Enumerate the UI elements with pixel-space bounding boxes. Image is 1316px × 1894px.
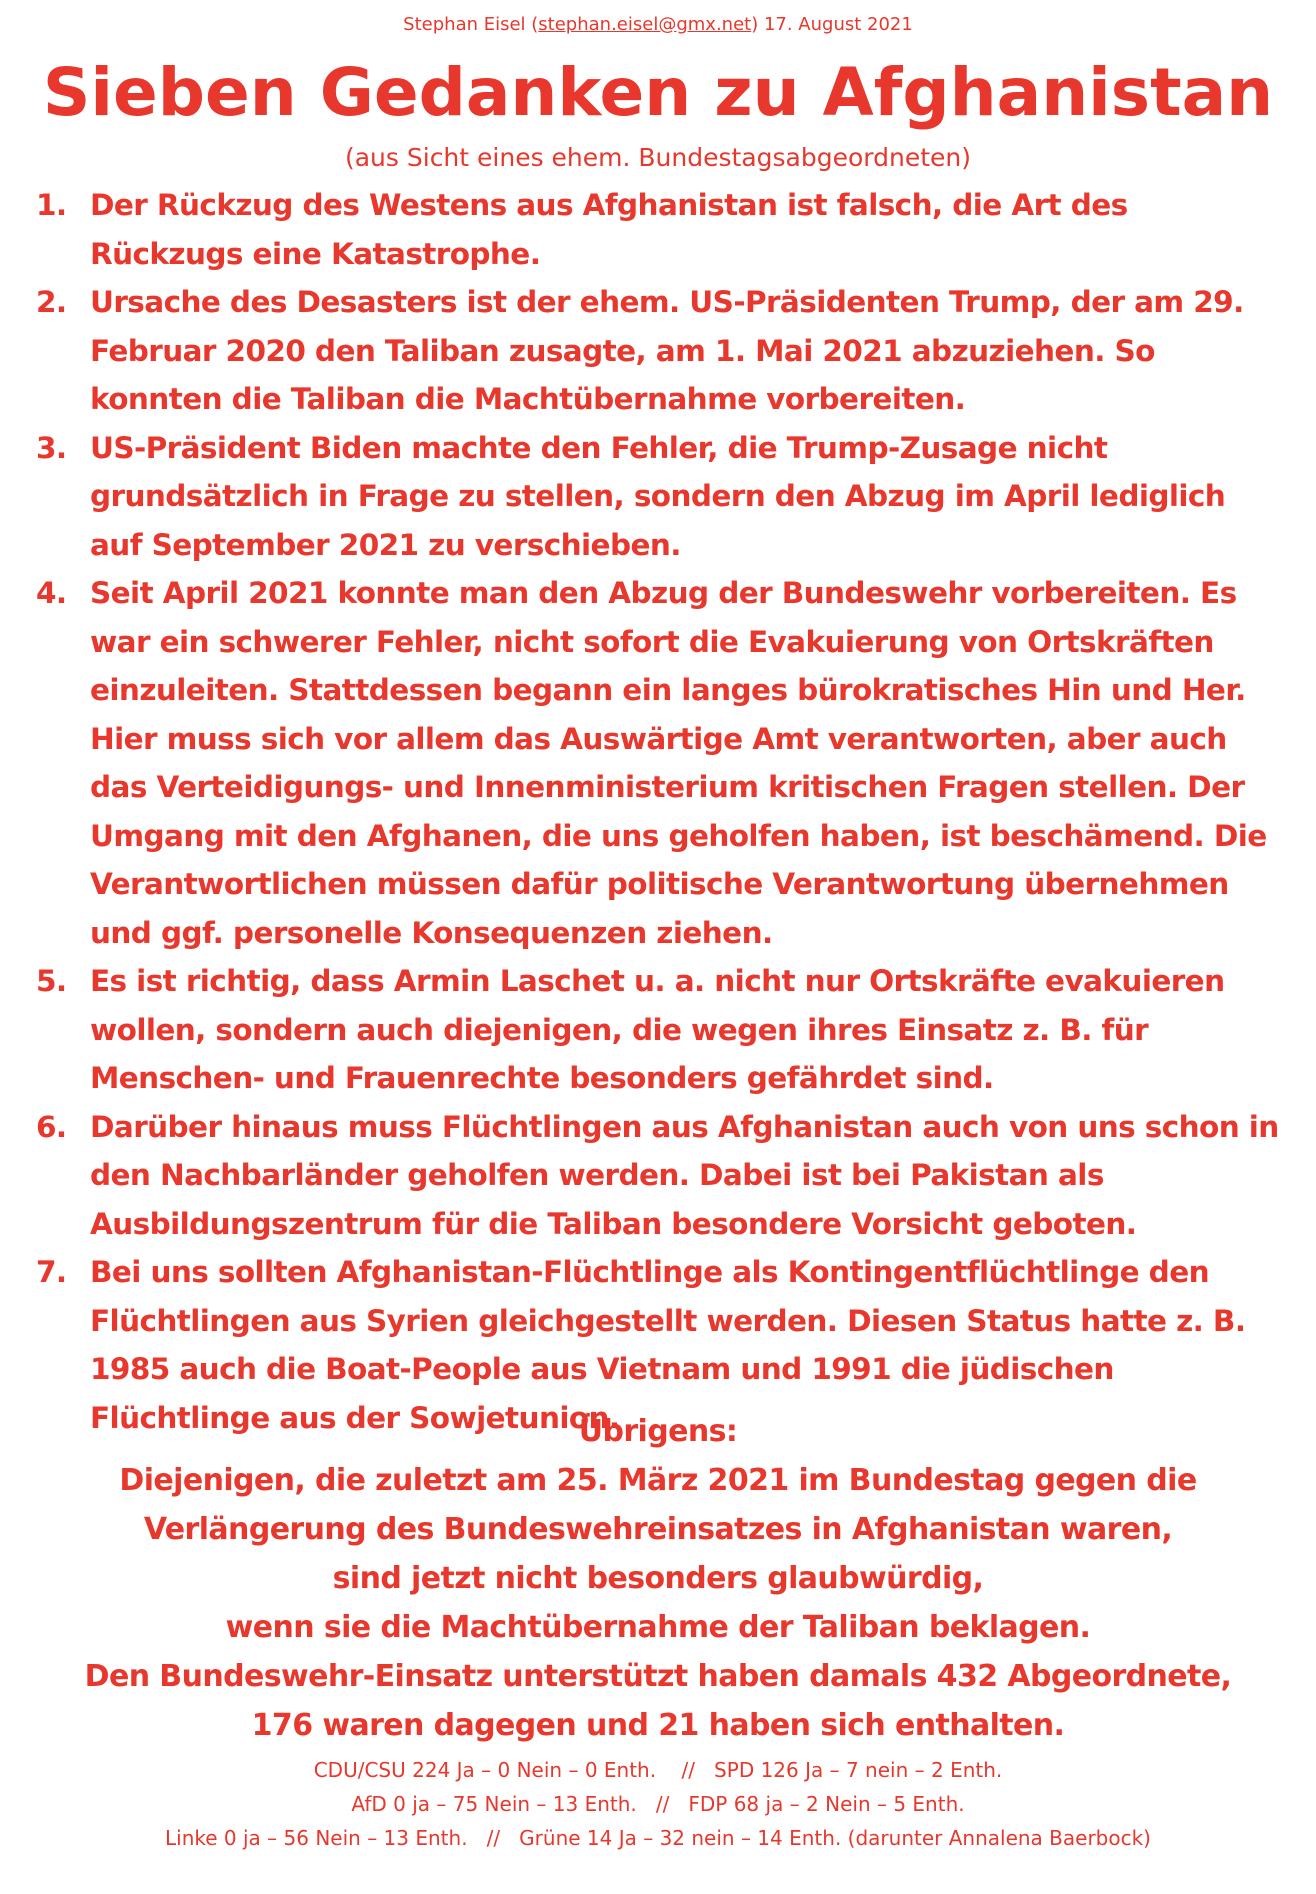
closing-line: wenn sie die Machtübernahme der Taliban beklagen.	[225, 1610, 1091, 1645]
thought-item-2	[36, 278, 1282, 424]
thought-item-4	[36, 569, 1282, 957]
vote-line: AfD 0 ja – 75 Nein – 13 Enth. // FDP 68 ja – 2 Nein – 5 Enth.	[351, 1792, 965, 1816]
thought-number: 6.	[36, 1109, 67, 1144]
thought-item-3	[36, 424, 1282, 570]
document-date: ) 17. August 2021	[751, 14, 913, 35]
thought-number: 4.	[36, 576, 67, 610]
author-date-line	[0, 14, 1316, 36]
thought-text: Der Rückzug des Westens aus Afghanistan ist falsch, die Art des Rückzugs eine Katastrophe.	[90, 188, 1128, 271]
thought-text: Darüber hinaus muss Flüchtlingen aus Afghanistan auch von uns schon in den Nachbarländer geholfen werden. Dabei ist bei Pakistan als Ausbildungszentrum für die Taliban besondere Vorsicht geboten.	[90, 1109, 1279, 1241]
vote-line: Linke 0 ja – 56 Nein – 13 Enth. // Grüne 14 Ja – 32 nein – 14 Enth. (darunter Annalena Baerbock)	[165, 1826, 1151, 1850]
vote-line: CDU/CSU 224 Ja – 0 Nein – 0 Enth. // SPD 126 Ja – 7 nein – 2 Enth.	[313, 1758, 1003, 1782]
thought-number: 1.	[36, 188, 67, 222]
closing-statement	[0, 1456, 1316, 1750]
thoughts-list	[36, 181, 1282, 1442]
thought-text: Ursache des Desasters ist der ehem. US-Präsidenten Trump, der am 29. Februar 2020 den Taliban zusagte, am 1. Mai 2021 abzuziehen. So konnten die Taliban die Machtübernahme vorbereiten.	[90, 285, 1244, 416]
uebrigens-heading: Übrigens:	[578, 1414, 738, 1449]
thought-item-5	[36, 957, 1282, 1103]
closing-line: sind jetzt nicht besonders glaubwürdig,	[332, 1561, 984, 1596]
document-title: Sieben Gedanken zu Afghanistan	[42, 54, 1274, 131]
thought-number: 7.	[36, 1255, 67, 1289]
closing-line: Diejenigen, die zuletzt am 25. März 2021 im Bundestag gegen die	[119, 1463, 1197, 1498]
thought-text: Es ist richtig, dass Armin Laschet u. a. nicht nur Ortskräfte evakuieren wollen, sondern auch diejenigen, die wegen ihres Einsatz z. B. für Menschen- und Frauenrechte besonders gefährdet sind.	[90, 964, 1225, 1095]
thought-item-6	[36, 1103, 1282, 1249]
thought-text: Seit April 2021 konnte man den Abzug der Bundeswehr vorbereiten. Es war ein schwerer Fehler, nicht sofort die Evakuierung von Ortskräften einzuleiten. Stattdessen begann ein langes bürokratisches Hin und Her. Hier muss sich vor allem das Auswärtige Amt verantworten, aber auch das Verteidigungs- und Innenministerium kritischen Fragen stellen. Der Umgang mit den Afghanen, die uns geholfen haben, ist beschämend. Die Verantwortlichen müssen dafür politische Verantwortung übernehmen und ggf. personelle Konsequenzen ziehen.	[90, 576, 1267, 950]
thought-number: 2.	[36, 285, 67, 319]
author-name: Stephan Eisel (	[403, 14, 539, 35]
vote-breakdown	[0, 1753, 1316, 1855]
closing-line: 176 waren dagegen und 21 haben sich enthalten.	[251, 1708, 1065, 1743]
document-subtitle: (aus Sicht eines ehem. Bundestagsabgeordneten)	[344, 143, 971, 172]
thought-item-1	[36, 181, 1282, 278]
thought-number: 3.	[36, 430, 67, 465]
thought-number: 5.	[36, 964, 67, 998]
author-email-link[interactable]: stephan.eisel@gmx.net	[538, 14, 752, 35]
closing-line: Den Bundeswehr-Einsatz unterstützt haben damals 432 Abgeordnete,	[84, 1659, 1232, 1694]
closing-line: Verlängerung des Bundeswehreinsatzes in Afghanistan waren,	[143, 1512, 1173, 1547]
thought-text: Bei uns sollten Afghanistan-Flüchtlinge als Kontingentflüchtlinge den Flüchtlingen aus Syrien gleichgestellt werden. Diesen Status hatte z. B. 1985 auch die Boat-People aus Vietnam und 1991 die jüdischen Flüchtlinge aus der Sowjetunion.	[90, 1255, 1246, 1435]
thought-text: US-Präsident Biden machte den Fehler, die Trump-Zusage nicht grundsätzlich in Frage zu stellen, sondern den Abzug im April lediglich auf September 2021 zu verschieben.	[90, 430, 1226, 562]
